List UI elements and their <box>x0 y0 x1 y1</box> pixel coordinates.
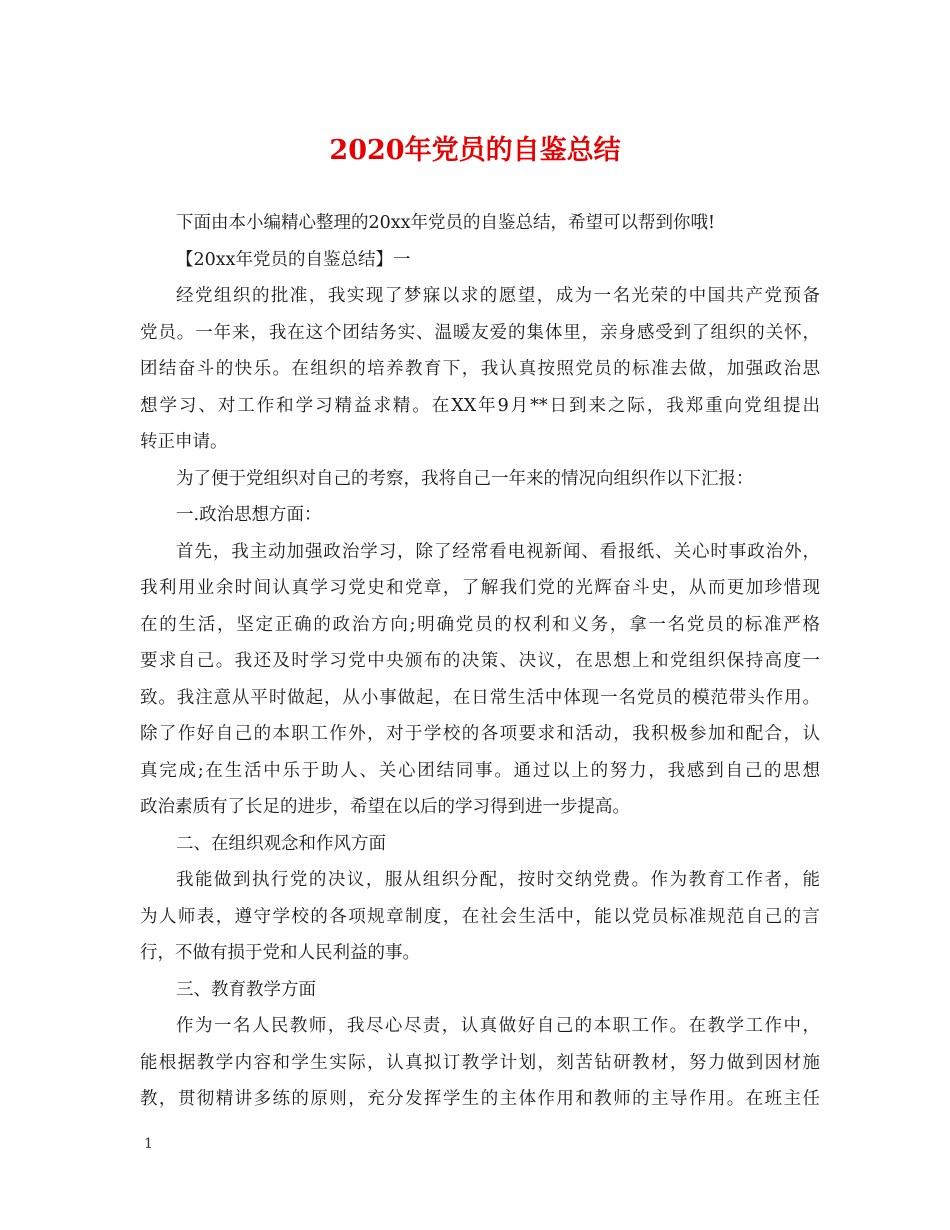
text-line: 二、在组织观念和作风方面 <box>176 833 386 854</box>
text-line: 党员。一年来，我在这个团结务实、温暖友爱的集体里，亲身感受到了组织的关怀， <box>140 322 820 343</box>
text-line: 【20xx年党员的自鉴总结】一 <box>176 249 411 270</box>
text-line: 经党组织的批准，我实现了梦寐以求的愿望，成为一名光荣的中国共产党预备 <box>176 286 820 306</box>
text-line: 转正申请。 <box>140 432 228 452</box>
text-line: 我能做到执行党的决议，服从组织分配，按时交纳党费。作为教育工作者，能 <box>176 870 820 890</box>
text-line: 政治素质有了长足的进步，希望在以后的学习得到进一步提高。 <box>140 797 630 817</box>
text-line: 一.政治思想方面： <box>176 505 322 525</box>
text-line: 首先，我主动加强政治学习，除了经常看电视新闻、看报纸、关心时事政治外， <box>176 541 820 562</box>
text-line: 下面由本小编精心整理的20xx年党员的自鉴总结，希望可以帮到你哦! <box>176 213 716 233</box>
text-line: 要求自己。我还及时学习党中央颁布的决策、决议，在思想上和党组织保持高度一 <box>140 651 820 671</box>
document-body <box>140 205 820 1118</box>
text-line: 行，不做有损于党和人民利益的事。 <box>140 943 420 963</box>
text-line: 除了作好自己的本职工作外，对于学校的各项要求和活动，我积极参加和配合，认 <box>140 724 820 744</box>
page-number: 1 <box>144 1136 153 1152</box>
text-line: 想学习、对工作和学习精益求精。在XX年9月**日到来之际，我郑重向党组提出 <box>140 395 820 416</box>
text-line: 为人师表，遵守学校的各项规章制度，在社会生活中，能以党员标准规范自己的言 <box>140 906 820 927</box>
document-title: 2020年党员的自鉴总结 <box>329 135 621 166</box>
text-line: 真完成;在生活中乐于助人、关心团结同事。通过以上的努力，我感到自己的思想 <box>140 760 820 781</box>
text-line: 能根据教学内容和学生实际，认真拟订教学计划，刻苦钻研教材，努力做到因材施 <box>140 1052 820 1073</box>
text-line: 致。我注意从平时做起，从小事做起，在日常生活中体现一名党员的模范带头作用。 <box>140 687 820 708</box>
text-line: 我利用业余时间认真学习党史和党章，了解我们党的光辉奋斗史，从而更加珍惜现 <box>140 578 820 598</box>
text-line: 在的生活，坚定正确的政治方向;明确党员的权利和义务，拿一名党员的标准严格 <box>140 614 820 635</box>
text-line: 为了便于党组织对自己的考察，我将自己一年来的情况向组织作以下汇报： <box>176 468 754 489</box>
text-line: 三、教育教学方面 <box>176 979 316 1000</box>
text-line: 作为一名人民教师，我尽心尽责，认真做好自己的本职工作。在教学工作中， <box>176 1016 820 1036</box>
text-line: 团结奋斗的快乐。在组织的培养教育下，我认真按照党员的标准去做，加强政治思 <box>140 359 820 379</box>
text-line: 教，贯彻精讲多练的原则，充分发挥学生的主体作用和教师的主导作用。在班主任 <box>140 1089 820 1109</box>
